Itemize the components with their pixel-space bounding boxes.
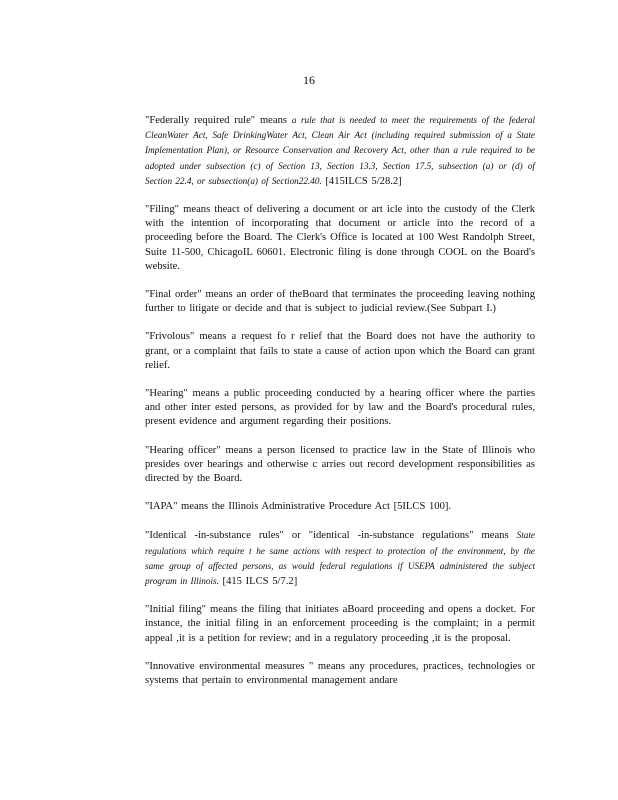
definition-hearing-officer xyxy=(145,444,535,487)
definition-text: "Filing" means theact of delivering a document or art icle into the custody of the Clerk with the intention of incorporating that document or article into the record of a proceeding before the Board. The Clerk's Office is located at 100 West Randolph Street, Suite 11-500, ChicagoIL 60601. Electronic filing is done through COOL on the Board's website. xyxy=(145,204,535,272)
definition-statutory-quote: State regulations which require t he same actions with respect to protection of the environment, by the same group of affected persons, as would federal regulations if USEPA administered the subject program in Illinois. xyxy=(145,530,535,587)
citation: [415ILCS 5/28.2] xyxy=(321,175,402,187)
definition-text: "Hearing officer" means a person licensed to practice law in the State of Illinois who presides over hearings and otherwise c arries out record development responsibilities as directed by the Board. xyxy=(145,444,535,485)
citation: [415 ILCS 5/7.2] xyxy=(218,576,298,588)
definition-statutory-quote: a rule that is needed to meet the requirements of the federal CleanWater Act, Safe DrinkingWater Act, Clean Air Act (including required submission of a State Implementation Plan), or Resource Conservation and Recovery Act, other than a rule required to be adopted under subsection (c) of Section 13, Section 13.3, Section 17.5, subsection (a) or (d) of Section 22.4, or subsection(a) of Section22.40. xyxy=(145,115,535,186)
page-number: 16 xyxy=(303,73,315,87)
definition-text: "Hearing" means a public proceeding conducted by a hearing officer where the parties and other inter ested persons, as provided for by law and the Board's procedural rules, present evidence and argument regarding their positions. xyxy=(145,388,535,428)
definition-text: "Innovative environmental measures " means any procedures, practices, technologies or systems that pertain to environmental management andare xyxy=(145,660,535,687)
definition-filing xyxy=(145,203,535,274)
definition-text: "IAPA" means the Illinois Administrative Procedure Act [5ILCS 100]. xyxy=(145,501,452,513)
definitions-body xyxy=(145,113,535,702)
definition-text: "Final order" means an order of theBoard that terminates the proceeding leaving nothing further to litigate or decide and that is subject to judicial review.(See Subpart I.) xyxy=(145,289,535,315)
definition-hearing xyxy=(145,387,535,430)
definition-frivolous xyxy=(145,330,535,373)
definition-text: "Initial filing" means the filing that initiates aBoard proceeding and opens a docket. For instance, the initial filing in an enforcement proceeding is the complaint; in a permit appeal ,it is a petition for review; and in a regulatory proceeding ,it is the proposal. xyxy=(145,604,535,644)
definition-final-order xyxy=(145,288,535,316)
definition-federally-required-rule xyxy=(145,113,535,189)
definition-innovative-environmental-measures xyxy=(145,660,535,688)
definition-text: "Frivolous" means a request fo r relief that the Board does not have the authority to grant, or a complaint that fails to state a cause of action upon which the Board can grant relief. xyxy=(145,331,535,371)
definition-text: "Identical -in-substance rules" or "identical -in-substance regulations" means xyxy=(145,530,517,542)
definition-initial-filing xyxy=(145,603,535,646)
definition-text: "Federally required rule" means xyxy=(145,115,292,126)
definition-iapa xyxy=(145,500,535,514)
definition-identical-in-substance-rules xyxy=(145,528,535,589)
